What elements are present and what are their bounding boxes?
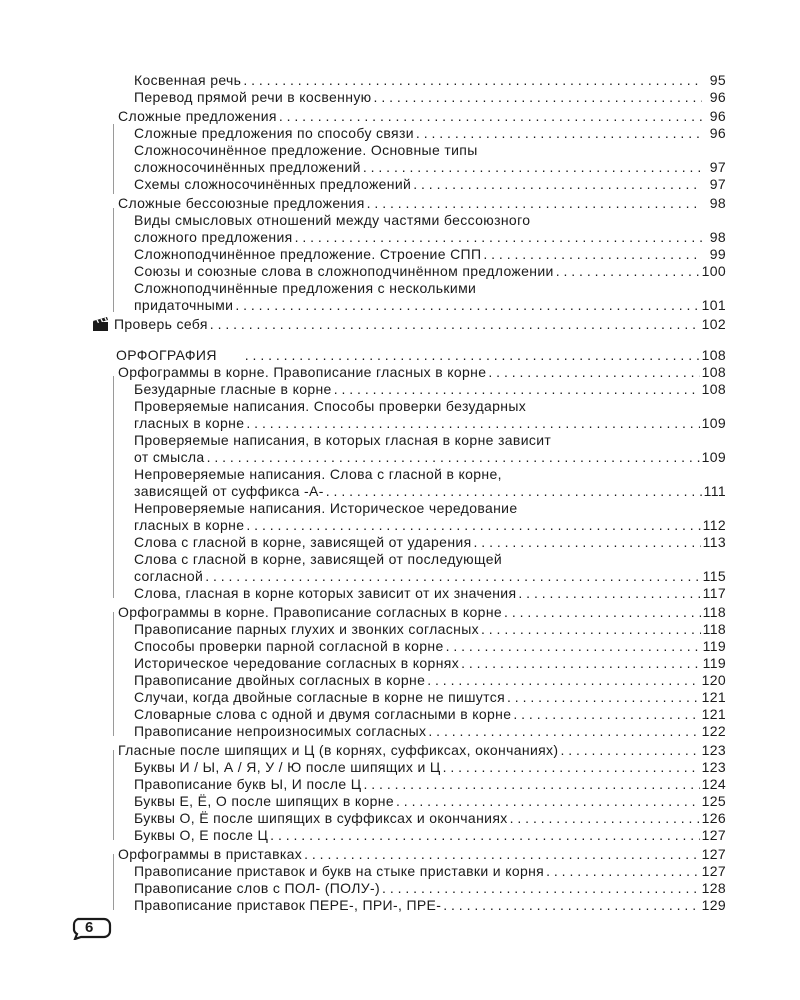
toc-heading[interactable]: Орфограммы в приставках . . . 127 xyxy=(118,846,726,863)
toc-check-yourself[interactable]: Проверь себя . . . 102 xyxy=(92,316,726,333)
toc-subgroup xyxy=(118,621,726,740)
toc-entry[interactable]: Безударные гласные в корне . . . 108 xyxy=(134,381,726,398)
toc-entry-line: Слова с гласной в корне, зависящей от последующей xyxy=(134,551,503,567)
toc-group-indirect-speech xyxy=(118,72,726,106)
group-bracket xyxy=(113,124,114,194)
toc-entry[interactable]: Правописание двойных согласных в корне . . . 120 xyxy=(134,672,726,689)
page-number: 6 xyxy=(85,919,94,936)
toc-entry-line: Проверяемые написания, в которых гласная в корне зависит xyxy=(134,432,552,448)
toc-entry[interactable]: Сложные предложения по способу связи . . . 96 xyxy=(134,125,726,142)
toc-entry[interactable]: Правописание приставок и букв на стыке приставки и корня . . . 127 xyxy=(134,863,726,880)
toc-entry[interactable]: Схемы сложносочинённых предложений . . . 97 xyxy=(134,176,726,193)
toc-entry[interactable]: сложносочинённых предложений . . . 97 xyxy=(134,159,726,176)
toc-entry[interactable]: Буквы О, Ё после шипящих в суффиксах и окончаниях . . . 126 xyxy=(134,810,726,827)
toc-entry[interactable]: Правописание приставок ПЕРЕ-, ПРИ-, ПРЕ- . . . 129 xyxy=(134,897,726,914)
toc-entry[interactable]: сложного предложения . . . 98 xyxy=(134,229,726,246)
toc-entry[interactable]: Правописание слов с ПОЛ- (ПОЛУ-) . . . 128 xyxy=(134,880,726,897)
toc-entry[interactable]: Слова, гласная в корне которых зависит от их значения . . . 117 xyxy=(134,585,726,602)
toc-heading[interactable]: Орфограммы в корне. Правописание согласных в корне . . . 118 xyxy=(118,604,726,621)
toc-heading[interactable]: Сложные предложения . . . 96 xyxy=(118,108,726,125)
toc-entry-line: Сложносочинённое предложение. Основные типы xyxy=(134,142,478,158)
toc-heading[interactable]: Орфограммы в корне. Правописание гласных в корне . . . 108 xyxy=(118,364,726,381)
toc-heading[interactable]: Гласные после шипящих и Ц (в корнях, суффиксах, окончаниях) . . . 123 xyxy=(118,742,726,759)
toc-entry[interactable]: Случаи, когда двойные согласные в корне не пишутся . . . 121 xyxy=(134,689,726,706)
toc-entry[interactable]: Правописание непроизносимых согласных . . . 122 xyxy=(134,723,726,740)
page-number-badge xyxy=(72,916,112,940)
toc-entry[interactable]: Способы проверки парной согласной в корне . . . 119 xyxy=(134,638,726,655)
toc-entry-line: Сложноподчинённые предложения с несколькими xyxy=(134,280,477,296)
toc-entry-line: Непроверяемые написания. Слова с гласной в корне, xyxy=(134,466,502,482)
clapperboard-icon xyxy=(92,316,110,332)
group-bracket xyxy=(113,612,114,736)
toc-entry[interactable]: гласных в корне . . . 109 xyxy=(134,415,726,432)
toc-entry[interactable]: Словарные слова с одной и двумя согласными в корне . . . 121 xyxy=(134,706,726,723)
table-of-contents xyxy=(114,72,726,914)
toc-entry[interactable]: Буквы О, Е после Ц . . . 127 xyxy=(134,827,726,844)
toc-entry-line: Виды смысловых отношений между частями бессоюзного xyxy=(134,212,531,228)
toc-entry[interactable]: придаточными . . . 101 xyxy=(134,297,726,314)
group-bracket xyxy=(113,208,114,312)
toc-entry[interactable]: Перевод прямой речи в косвенную . . . 96 xyxy=(134,89,726,106)
group-bracket xyxy=(113,376,114,598)
group-bracket xyxy=(113,750,114,840)
group-bracket xyxy=(113,854,114,910)
toc-entry[interactable]: Буквы Е, Ё, О после шипящих в корне . . . 125 xyxy=(134,793,726,810)
toc-entry[interactable]: Сложноподчинённое предложение. Строение СПП . . . 99 xyxy=(134,246,726,263)
toc-subgroup xyxy=(118,125,726,193)
toc-entry[interactable]: Союзы и союзные слова в сложноподчинённом предложении . . . 100 xyxy=(134,263,726,280)
toc-entry[interactable]: Слова с гласной в корне, зависящей от ударения . . . 113 xyxy=(134,534,726,551)
toc-entry[interactable]: Правописание букв Ы, И после Ц . . . 124 xyxy=(134,776,726,793)
toc-entry-line: Проверяемые написания. Способы проверки безударных xyxy=(134,398,527,414)
toc-entry[interactable]: Буквы И / Ы, А / Я, У / Ю после шипящих и Ц . . . 123 xyxy=(134,759,726,776)
toc-subgroup xyxy=(118,759,726,844)
toc-heading[interactable]: Сложные бессоюзные предложения . . . 98 xyxy=(118,195,726,212)
toc-entry[interactable]: Косвенная речь . . . 95 xyxy=(134,72,726,89)
toc-section-heading[interactable]: ОРФОГРАФИЯ . . . 108 xyxy=(116,347,726,364)
toc-entry[interactable]: Правописание парных глухих и звонких согласных . . . 118 xyxy=(134,621,726,638)
toc-entry[interactable]: гласных в корне . . . 112 xyxy=(134,517,726,534)
toc-entry[interactable]: согласной . . . 115 xyxy=(134,568,726,585)
toc-entry-line: Непроверяемые написания. Историческое чередование xyxy=(134,500,518,516)
toc-subgroup xyxy=(118,212,726,314)
toc-entry[interactable]: от смысла . . . 109 xyxy=(134,449,726,466)
toc-subgroup xyxy=(118,381,726,602)
toc-subgroup xyxy=(118,863,726,914)
toc-entry[interactable]: Историческое чередование согласных в корнях . . . 119 xyxy=(134,655,726,672)
toc-entry[interactable]: зависящей от суффикса -А- . . . 111 xyxy=(134,483,726,500)
